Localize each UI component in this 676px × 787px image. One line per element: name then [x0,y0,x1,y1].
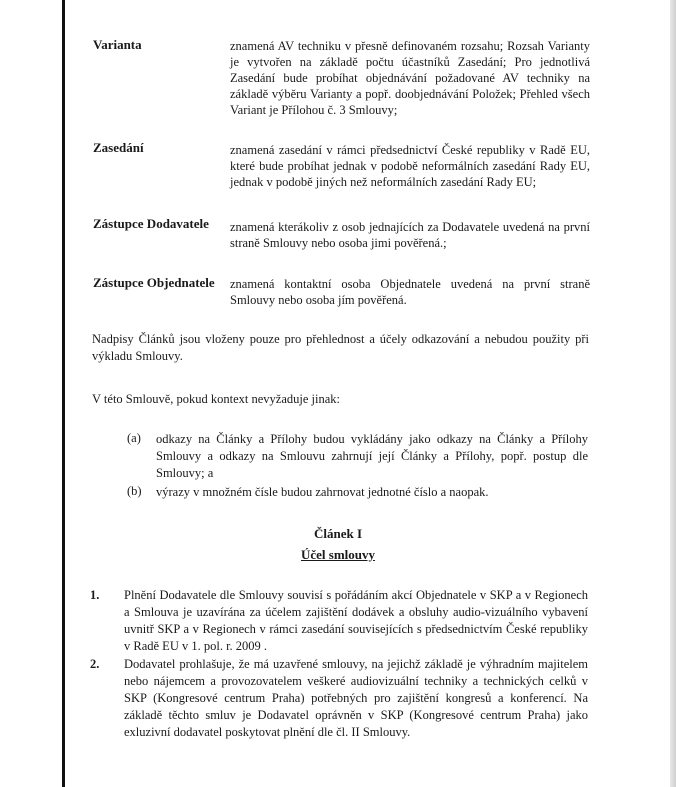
context-item-label-a: (a) [127,431,141,445]
context-item-text-b: výrazy v množném čísle budou zahrnovat jednotné číslo a naopak. [156,485,489,499]
definition-text-zastupce-dodavatele: znamená kterákoliv z osob jednajících za Dodavatele uvedená na první straně Smlouvy nebo osoba jimi pověřená.; [230,220,590,250]
clause-text-1: Plnění Dodavatele dle Smlouvy souvisí s pořádáním akcí Objednatele v SKP a v Regionech a Smlouva je uzavírána za účelem zajištění dodávek a obsluhy audio-vizuálního vybavení uvnitř SKP a v Regionech v rámci zasedání souvisejících s předsednictvím České republiky v Radě EU v 1. pol. r. 2009 . [124,588,588,653]
context-item-label-b: (b) [127,484,142,498]
definition-term-varianta: Varianta [93,37,142,52]
context-intro: V této Smlouvě, pokud kontext nevyžaduje jinak: [92,392,340,406]
definition-term-zastupce-dodavatele: Zástupce Dodavatele [93,216,209,231]
context-item-text-a: odkazy na Články a Přílohy budou vykládány jako odkazy na Články a Přílohy Smlouvy a odkazy na Smlouvu zahrnují její Články a Přílohy, popř. postup dle Smlouvy; a [156,432,588,480]
scan-right-edge [670,0,676,787]
headings-note: Nadpisy Článků jsou vloženy pouze pro přehlednost a účely odkazování a nebudou použity při výkladu Smlouvy. [92,332,589,363]
definition-text-zasedani: znamená zasedání v rámci předsednictví České republiky v Radě EU, které bude probíhat jednak v podobě neformálních zasedání Rady EU, jednak v podobě jiných než neformálních zasedání Rady EU; [230,143,590,189]
clause-number-1: 1. [90,588,100,602]
clause-number-2: 2. [90,657,100,671]
article-title-text: Účel smlouvy [300,547,376,562]
article-number [0,526,676,542]
article-number-text: Článek I [313,526,363,541]
article-title [0,547,676,563]
definition-text-varianta: znamená AV techniku v přesně definovaném rozsahu; Rozsah Varianty je vytvořen na základě počtu účastníků Zasedání; Pro jednotlivá Zasedání bude probíhat objednávání požadované AV techniky na základě výběru Varianty a popř. doobjednávání Položek; Přehled všech Variant je Přílohou č. 3 Smlouvy; [230,39,590,117]
definition-term-zasedani: Zasedání [93,140,144,155]
scan-left-edge [62,0,65,787]
clause-text-2: Dodavatel prohlašuje, že má uzavřené smlouvy, na jejichž základě je výhradním majitelem nebo nájemcem a provozovatelem veškeré audiovizuální techniky a technických celků v SKP (Kongresové centrum Praha) potřebných pro zajištění kongresů a konferencí. Na základě těchto smluv je Dodavatel oprávněn v SKP (Kongresové centrum Praha) jako exluzivní dodavatel poskytovat plnění dle čl. II Smlouvy. [124,657,588,739]
definition-text-zastupce-objednatele: znamená kontaktní osoba Objednatele uvedená na první straně Smlouvy nebo osoba jím pověřená. [230,277,590,307]
definition-term-zastupce-objednatele: Zástupce Objednatele [93,275,215,290]
